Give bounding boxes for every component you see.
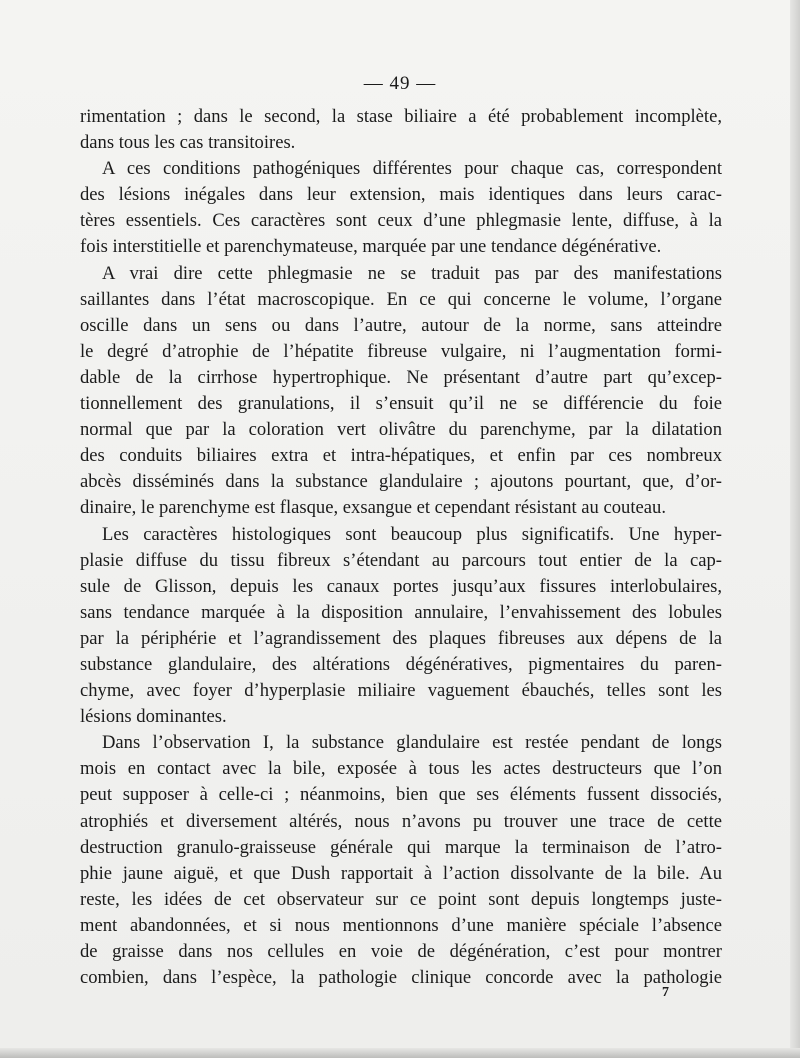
- text-line: dable de la cirrhose hypertrophique. Ne présentant d’autre part qu’excep-: [80, 366, 722, 388]
- text-line: rimentation ; dans le second, la stase biliaire a été probablement incomplète,: [80, 106, 722, 127]
- text-line: peut supposer à celle-ci ; néanmoins, bien que ses éléments fussent dissociés,: [80, 784, 722, 806]
- text-line: dinaire, le parenchyme est flasque, exsangue et cependant résistant au couteau.: [80, 497, 666, 519]
- paragraph: [80, 156, 722, 260]
- text-line: destruction granulo-graisseuse générale qui marque la terminaison de l’atro-: [80, 836, 722, 858]
- text-line: combien, dans l’espèce, la pathologie clinique concorde avec la pathologie: [80, 967, 722, 989]
- text-line: phie jaune aiguë, et que Dush rapportait à l’action dissolvante de la bile. Au: [80, 862, 722, 884]
- text-line: dans tous les cas transitoires.: [80, 132, 296, 154]
- text-line: substance glandulaire, des altérations dégénératives, pigmentaires du paren-: [80, 653, 722, 675]
- page-number: — 49 —: [363, 73, 437, 94]
- text-line: ment abandonnées, et si nous mentionnons d’une manière spéciale l’absence: [80, 914, 722, 936]
- page-bottom-shadow: [0, 1048, 800, 1058]
- text-line: lésions dominantes.: [80, 706, 227, 728]
- text-line: fois interstitielle et parenchymateuse, marquée par une tendance dégénérative.: [80, 236, 662, 258]
- paragraph: [80, 522, 722, 731]
- text-line: Les caractères histologiques sont beaucoup plus significatifs. Une hyper-: [102, 523, 722, 545]
- text-line: le degré d’atrophie de l’hépatite fibreuse vulgaire, ni l’augmentation formi-: [80, 340, 722, 362]
- text-line: mois en contact avec la bile, exposée à tous les actes destructeurs que l’on: [80, 758, 722, 780]
- paragraph: [80, 730, 722, 991]
- signature-mark: 7: [662, 985, 669, 1000]
- text-line: A ces conditions pathogéniques différentes pour chaque cas, correspondent: [102, 158, 722, 180]
- text-line: oscille dans un sens ou dans l’autre, autour de la norme, sans atteindre: [80, 314, 722, 336]
- text-line: par la périphérie et l’agrandissement des plaques fibreuses aux dépens de la: [80, 627, 722, 649]
- text-line: de graisse dans nos cellules en voie de dégénération, c’est pour montrer: [80, 941, 722, 962]
- text-line: Dans l’observation I, la substance glandulaire est restée pendant de longs: [102, 732, 722, 754]
- body-text: [80, 104, 722, 991]
- text-line: sans tendance marquée à la disposition annulaire, l’envahissement des lobules: [80, 601, 722, 623]
- paragraph: [80, 261, 722, 522]
- text-line: saillantes dans l’état macroscopique. En ce qui concerne le volume, l’organe: [80, 288, 722, 310]
- text-line: normal que par la coloration vert olivâtre du parenchyme, par la dilatation: [80, 419, 722, 441]
- text-line: tionnellement des granulations, il s’ensuit qu’il ne se différencie du foie: [80, 393, 722, 415]
- text-line: reste, les idées de cet observateur sur ce point sont depuis longtemps juste-: [80, 888, 722, 910]
- text-line: des lésions inégales dans leur extension, mais identiques dans leurs carac-: [80, 184, 722, 206]
- paragraph: [80, 104, 722, 156]
- text-line: tères essentiels. Ces caractères sont ceux d’une phlegmasie lente, diffuse, à la: [80, 210, 722, 232]
- text-line: des conduits biliaires extra et intra-hépatiques, et enfin par ces nombreux: [80, 445, 722, 467]
- text-line: A vrai dire cette phlegmasie ne se traduit pas par des manifestations: [102, 262, 722, 284]
- page-edge-shadow: [790, 0, 800, 1058]
- text-line: plasie diffuse du tissu fibreux s’étendant au parcours tout entier de la cap-: [80, 549, 722, 571]
- text-line: chyme, avec foyer d’hyperplasie miliaire vaguement ébauchés, telles sont les: [80, 680, 722, 702]
- text-line: atrophiés et diversement altérés, nous n’avons pu trouver une trace de cette: [80, 810, 722, 832]
- text-line: abcès disséminés dans la substance glandulaire ; ajoutons pourtant, que, d’or-: [80, 471, 722, 493]
- text-line: sule de Glisson, depuis les canaux portes jusqu’aux fissures interlobulaires,: [80, 575, 722, 597]
